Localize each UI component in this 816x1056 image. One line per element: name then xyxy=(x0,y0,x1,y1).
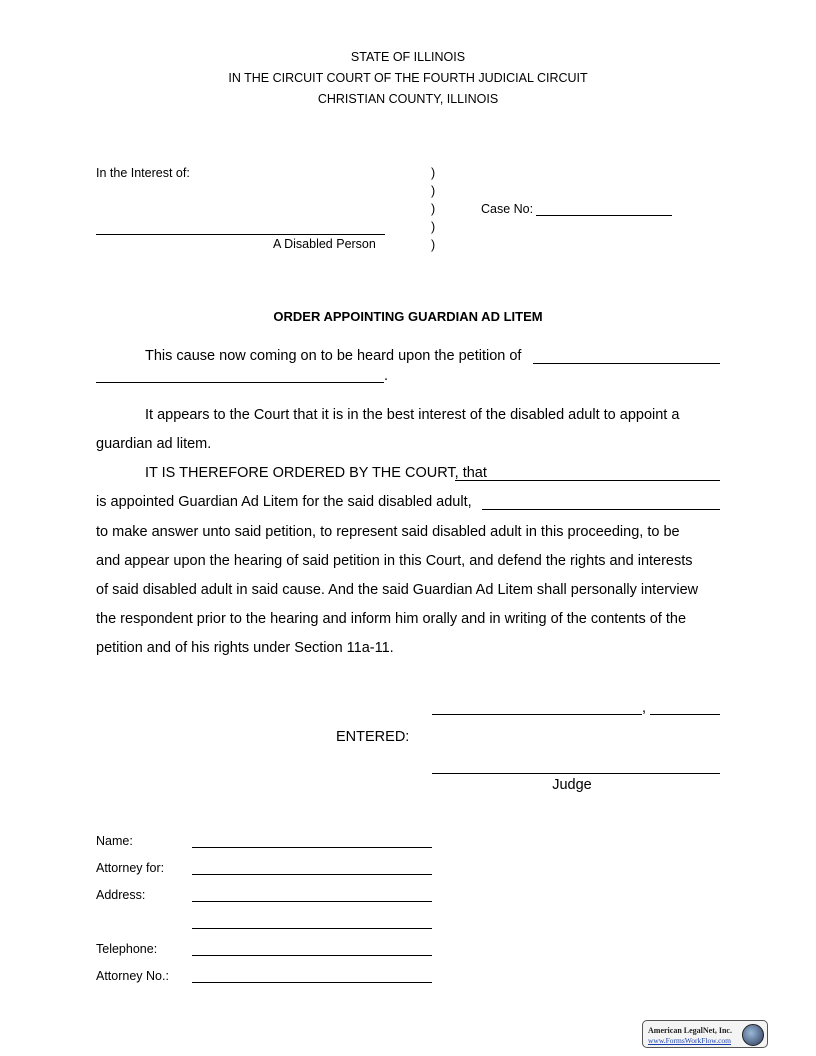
body-line: guardian ad litem. xyxy=(96,436,212,452)
petitioner-line-2[interactable] xyxy=(96,382,384,383)
attorney-no-line[interactable] xyxy=(192,982,432,983)
caption-paren: ) xyxy=(431,166,436,180)
order-title: ORDER APPOINTING GUARDIAN AD LITEM xyxy=(273,309,543,324)
case-no-line[interactable] xyxy=(536,215,672,216)
body-line: is appointed Guardian Ad Litem for the said disabled adult, xyxy=(96,494,472,510)
name-line[interactable] xyxy=(192,847,432,848)
body-line: petition and of his rights under Section 11a-11. xyxy=(96,640,394,656)
caption-paren: ) xyxy=(431,220,436,234)
caption-paren: ) xyxy=(431,202,436,216)
court-state: STATE OF ILLINOIS xyxy=(350,50,466,64)
respondent-name-line[interactable] xyxy=(96,234,385,235)
date-comma: , xyxy=(642,700,647,716)
attorney-for-line[interactable] xyxy=(192,874,432,875)
disabled-person-label: A Disabled Person xyxy=(273,237,376,251)
judge-signature-line[interactable] xyxy=(432,773,720,774)
address-line[interactable] xyxy=(192,901,432,902)
telephone-label: Telephone: xyxy=(96,942,158,956)
date-line[interactable] xyxy=(432,714,642,715)
legalnet-logo[interactable] xyxy=(642,1020,768,1048)
name-label: Name: xyxy=(96,834,133,848)
court-county: CHRISTIAN COUNTY, ILLINOIS xyxy=(317,92,499,106)
court-circuit: IN THE CIRCUIT COURT OF THE FOURTH JUDICIAL CIRCUIT xyxy=(228,71,588,85)
caption-paren: ) xyxy=(431,238,436,252)
body-line: of said disabled adult in said cause. And the said Guardian Ad Litem shall personally interview xyxy=(96,582,699,598)
body-line: to make answer unto said petition, to represent said disabled adult in this proceeding, to be xyxy=(96,524,680,540)
globe-icon xyxy=(742,1024,764,1046)
attorney-for-label: Attorney for: xyxy=(96,861,165,875)
address-line-2[interactable] xyxy=(192,928,432,929)
attorney-no-label: Attorney No.: xyxy=(96,969,169,983)
petitioner-line[interactable] xyxy=(533,363,720,364)
body-line: It appears to the Court that it is in the best interest of the disabled adult to appoint a xyxy=(145,407,680,423)
caption-paren: ) xyxy=(431,184,436,198)
logo-company: American LegalNet, Inc. xyxy=(648,1026,732,1035)
judge-label: Judge xyxy=(552,777,592,793)
body-line: and appear upon the hearing of said petition in this Court, and defend the rights and interests xyxy=(96,553,693,569)
telephone-line[interactable] xyxy=(192,955,432,956)
petition-period: . xyxy=(384,368,389,384)
address-label: Address: xyxy=(96,888,146,902)
interest-label: In the Interest of: xyxy=(96,166,190,180)
year-line[interactable] xyxy=(650,714,720,715)
case-no-label: Case No: xyxy=(481,202,534,216)
entered-label: ENTERED: xyxy=(336,729,410,745)
disabled-adult-name-line[interactable] xyxy=(482,509,720,510)
body-line: the respondent prior to the hearing and inform him orally and in writing of the contents of the xyxy=(96,611,687,627)
logo-url[interactable]: www.FormsWorkFlow.com xyxy=(648,1036,732,1045)
guardian-name-line[interactable] xyxy=(455,480,720,481)
ordered-text: IT IS THEREFORE ORDERED BY THE COURT, that xyxy=(145,465,487,481)
petition-text: This cause now coming on to be heard upon the petition of xyxy=(145,348,522,364)
